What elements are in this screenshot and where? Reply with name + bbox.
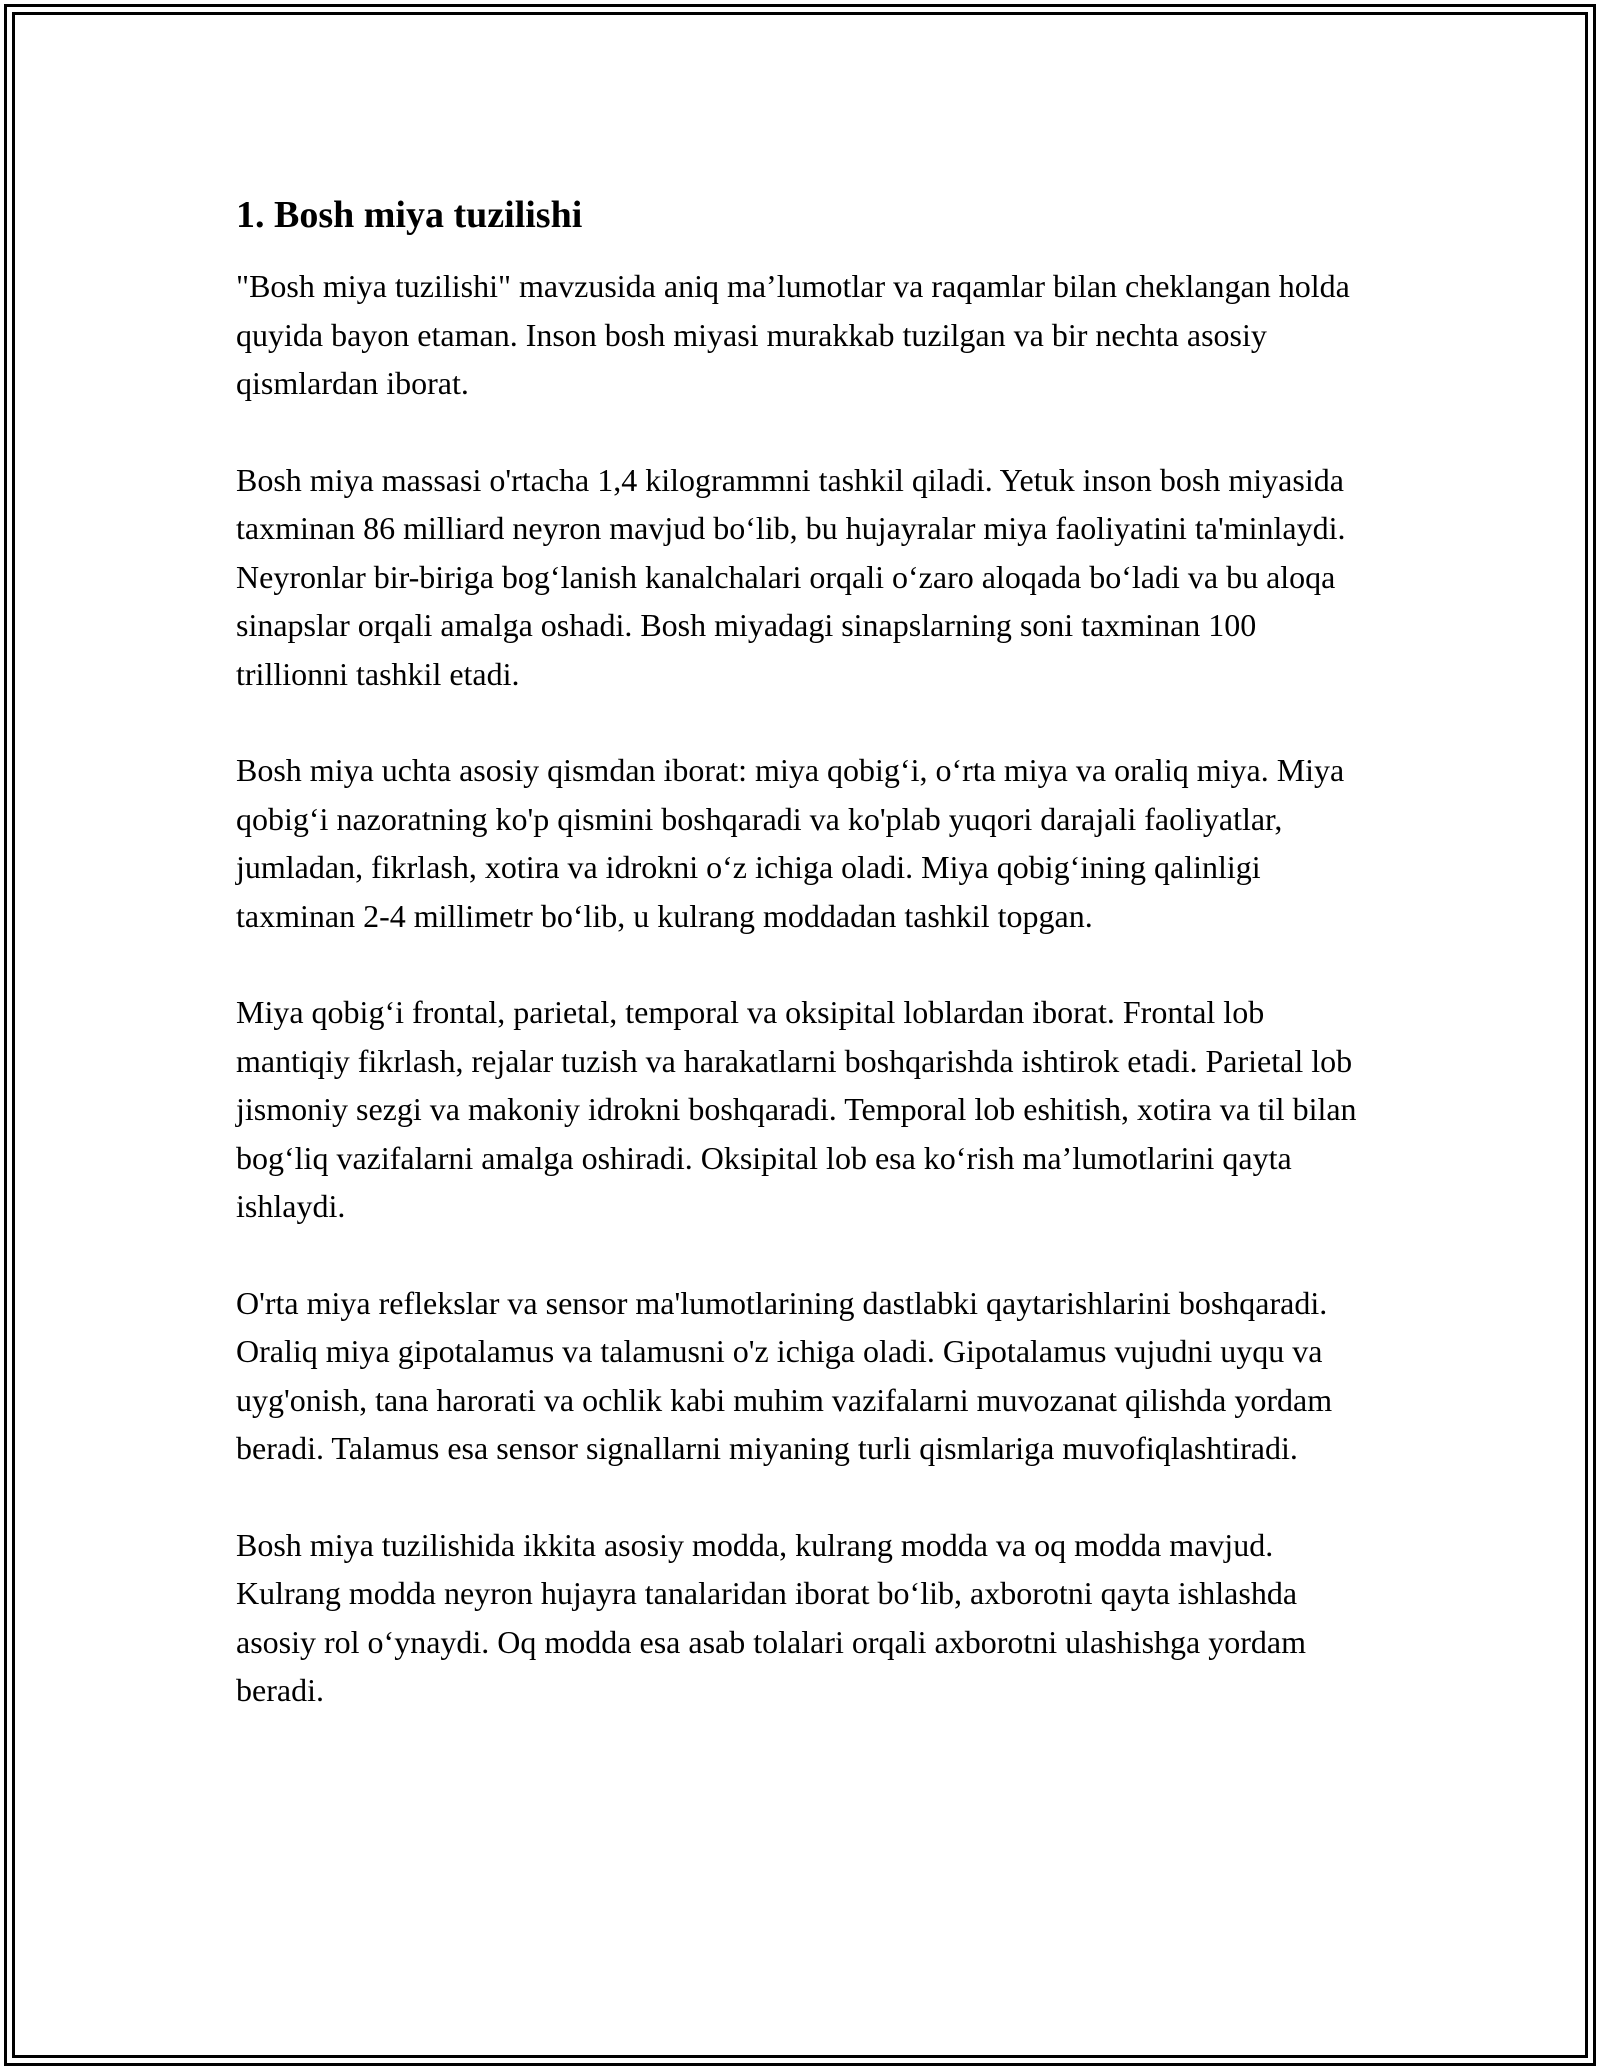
paragraph-brain-parts: Bosh miya uchta asosiy qismdan iborat: miya qobig‘i, o‘rta miya va oraliq miya. Miya qobig‘i nazoratning ko'p qismini boshqaradi va ko'plab yuqori darajali faoliyatlar, jumladan, fikrlash, xotira va idrokni o‘z ichiga oladi. Miya qobig‘ining qalinligi taxminan 2-4 millimetr bo‘lib, u kulrang moddadan tashkil topgan. bbox=[236, 752, 1345, 934]
document-body bbox=[236, 186, 1366, 1763]
paragraph-intro: "Bosh miya tuzilishi" mavzusida aniq ma’lumotlar va raqamlar bilan cheklangan holda quyida bayon etaman. Inson bosh miyasi murakkab tuzilgan va bir nechta asosiy qismlardan iborat. bbox=[236, 268, 1350, 401]
paragraph-cortex-lobes: Miya qobig‘i frontal, parietal, temporal va oksipital loblardan iborat. Frontal lob mantiqiy fikrlash, rejalar tuzish va harakatlarni boshqarishda ishtirok etadi. Parietal lob jismoniy sezgi va makoniy idrokni boshqaradi. Temporal lob eshitish, xotira va til bilan bog‘liq vazifalarni amalga oshiradi. Oksipital lob esa ko‘rish ma’lumotlarini qayta ishlaydi. bbox=[236, 994, 1357, 1224]
paragraph-midbrain: O'rta miya reflekslar va sensor ma'lumotlarining dastlabki qaytarishlarini boshqaradi. Oraliq miya gipotalamus va talamusni o'z ichiga oladi. Gipotalamus vujudni uyqu va uyg'onish, tana harorati va ochlik kabi muhim vazifalarni muvozanat qilishda yordam beradi. Talamus esa sensor signallarni miyaning turli qismlariga muvofiqlashtiradi. bbox=[236, 1284, 1333, 1466]
section-title: 1. Bosh miya tuzilishi bbox=[236, 194, 583, 236]
paragraph-matter: Bosh miya tuzilishida ikkita asosiy modda, kulrang modda va oq modda mavjud. Kulrang modda neyron hujayra tanalaridan iborat bo‘lib, axborotni qayta ishlashda asosiy rol o‘ynaydi. Oq modda esa asab tolalari orqali axborotni ulashishga yordam beradi. bbox=[236, 1526, 1306, 1708]
paragraph-brain-mass: Bosh miya massasi o'rtacha 1,4 kilogrammni tashkil qiladi. Yetuk inson bosh miyasida taxminan 86 milliard neyron mavjud bo‘lib, bu hujayralar miya faoliyatini ta'minlaydi. Neyronlar bir-biriga bog‘lanish kanalchalari orqali o‘zaro aloqada bo‘ladi va bu aloqa sinapslar orqali amalga oshadi. Bosh miyadagi sinapslarning soni taxminan 100 trillionni tashkil etadi. bbox=[236, 461, 1346, 692]
